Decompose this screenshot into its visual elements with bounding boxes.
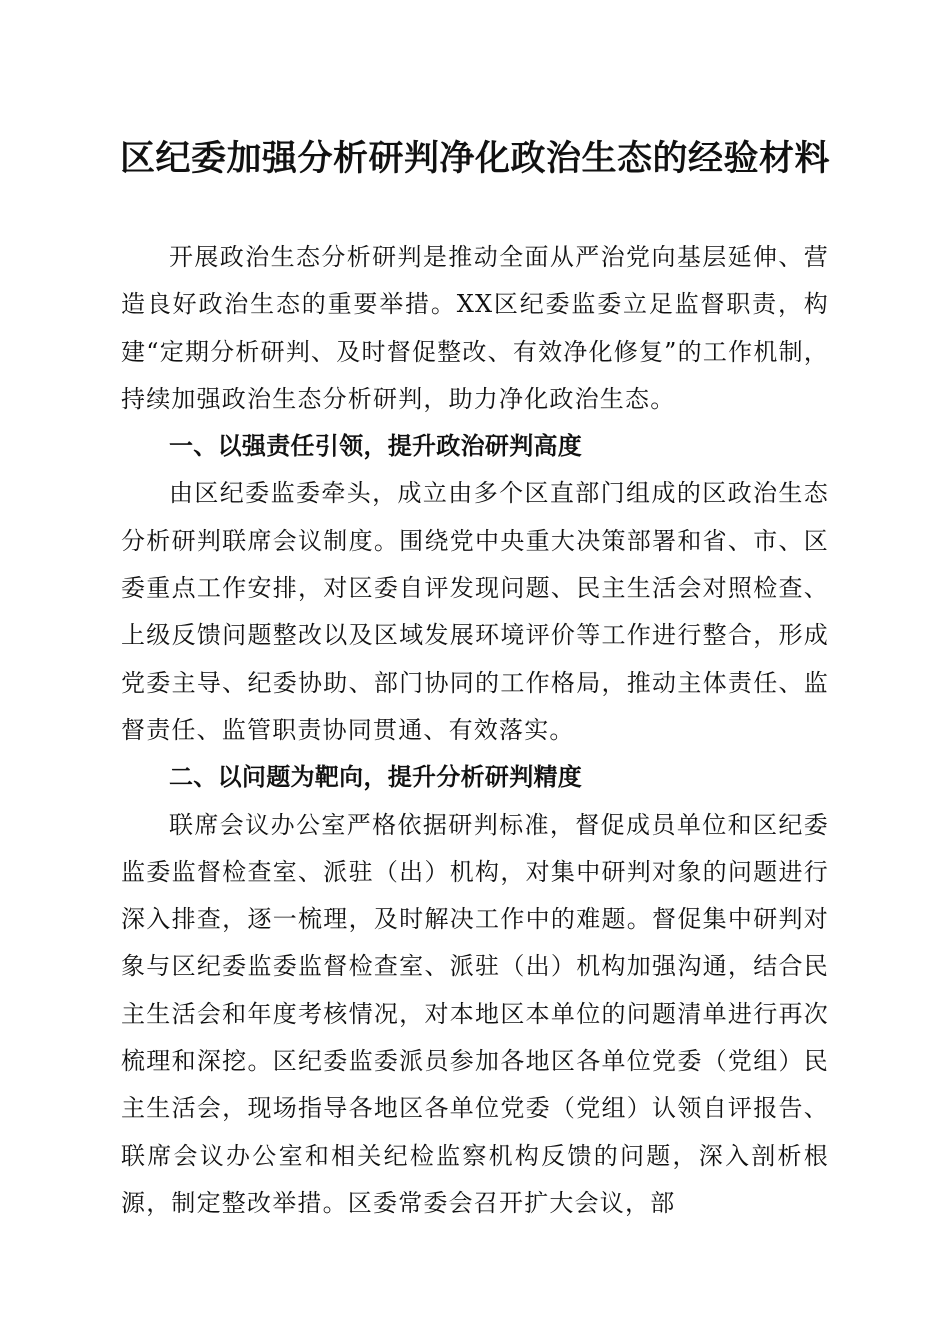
intro-paragraph: 开展政治生态分析研判是推动全面从严治党向基层延伸、营造良好政治生态的重要举措。XX区纪委监委立足监督职责，构建“定期分析研判、及时督促整改、有效净化修复”的工作机制，持续加强政治生态分析研判，助力净化政治生态。 — [121, 243, 829, 413]
document-body — [121, 234, 829, 1227]
section-heading-1: 一、以强责任引领，提升政治研判高度 — [169, 432, 583, 461]
section-body-1: 由区纪委监委牵头，成立由多个区直部门组成的区政治生态分析研判联席会议制度。围绕党中央重大决策部署和省、市、区委重点工作安排，对区委自评发现问题、民主生活会对照检查、上级反馈问题整改以及区域发展环境评价等工作进行整合，形成党委主导、纪委协助、部门协同的工作格局，推动主体责任、监督责任、监管职责协同贯通、有效落实。 — [121, 479, 829, 744]
section-heading-2: 二、以问题为靶向，提升分析研判精度 — [169, 763, 583, 792]
document-title: 区纪委加强分析研判净化政治生态的经验材料 — [119, 138, 830, 179]
section-body-2: 联席会议办公室严格依据研判标准，督促成员单位和区纪委监委监督检查室、派驻（出）机构，对集中研判对象的问题进行深入排查，逐一梳理，及时解决工作中的难题。督促集中研判对象与区纪委监委监督检查室、派驻（出）机构加强沟通，结合民主生活会和年度考核情况，对本地区本单位的问题清单进行再次梳理和深挖。区纪委监委派员参加各地区各单位党委（党组）民主生活会，现场指导各地区各单位党委（党组）认领自评报告、联席会议办公室和相关纪检监察机构反馈的问题，深入剖析根源，制定整改举措。区委常委会召开扩大会议，部 — [121, 810, 829, 1217]
